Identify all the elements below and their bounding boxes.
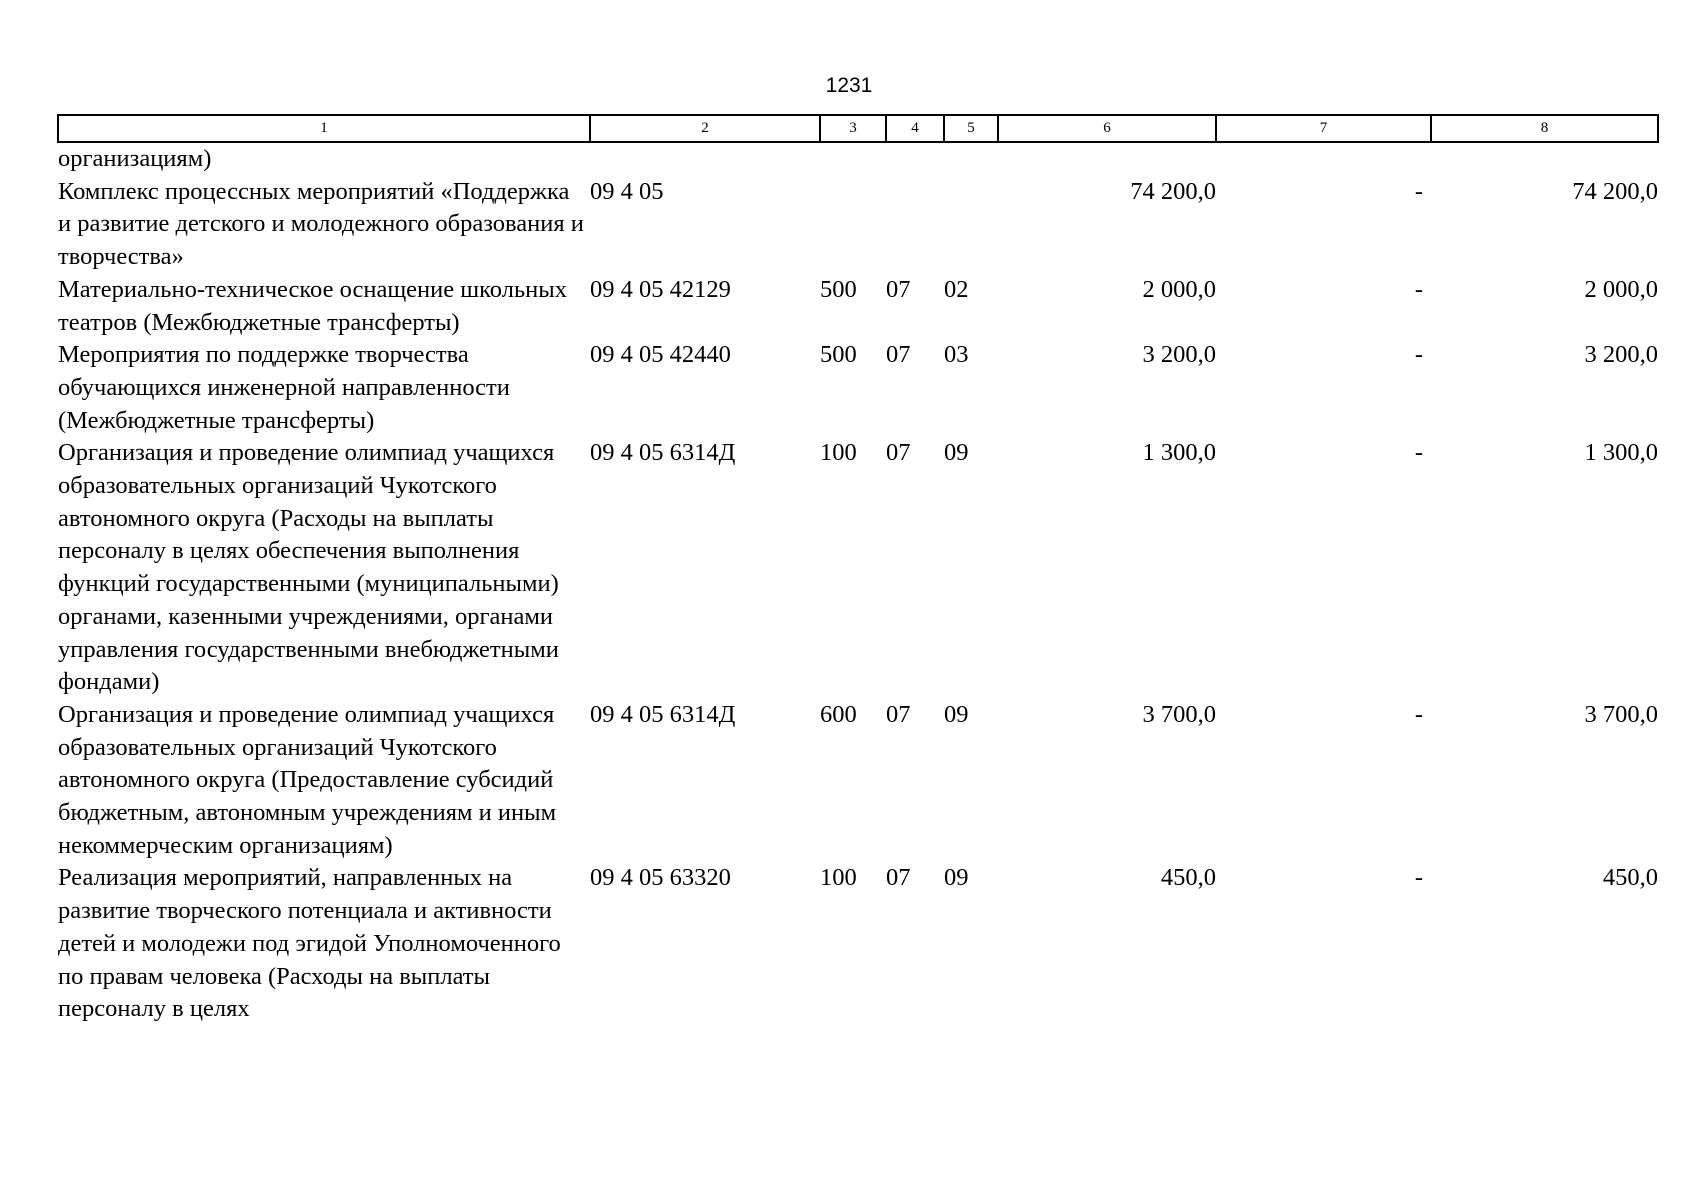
table-row — [58, 437, 1658, 699]
row-total-cell: 2 000,0 — [1584, 275, 1658, 303]
table-row — [58, 142, 1658, 176]
row-amount-cell: 450,0 — [1160, 864, 1216, 892]
row-col5-cell: 03 — [944, 341, 969, 369]
budget-table — [57, 114, 1659, 1026]
row-col4-cell: 07 — [886, 700, 911, 728]
table-body — [58, 142, 1658, 1026]
row-change-cell — [1216, 142, 1431, 176]
table-row — [58, 274, 1658, 339]
column-header: 6 — [998, 115, 1216, 142]
row-col4-cell — [886, 142, 944, 176]
table-row — [58, 176, 1658, 274]
row-col4-cell: 07 — [886, 275, 911, 303]
row-col5-cell — [944, 176, 998, 274]
row-change-cell: - — [1414, 275, 1423, 303]
row-col4-cell: 07 — [886, 439, 911, 467]
row-code-cell: 09 4 05 6314Д — [590, 439, 736, 467]
row-code-cell: 09 4 05 — [590, 177, 664, 205]
row-amount-cell: 1 300,0 — [1142, 439, 1216, 467]
table-header-row — [58, 115, 1658, 142]
row-total-cell: 3 200,0 — [1584, 341, 1658, 369]
row-col5-cell: 09 — [944, 700, 969, 728]
column-header: 3 — [820, 115, 886, 142]
row-total-cell — [1431, 142, 1658, 176]
column-header: 1 — [58, 115, 590, 142]
row-total-cell: 3 700,0 — [1584, 700, 1658, 728]
row-amount-cell: 2 000,0 — [1142, 275, 1216, 303]
row-col3-cell: 500 — [820, 275, 857, 303]
column-header: 7 — [1216, 115, 1431, 142]
row-col3-cell — [820, 142, 886, 176]
row-change-cell: - — [1414, 177, 1423, 205]
table-row — [58, 862, 1658, 1026]
column-header: 5 — [944, 115, 998, 142]
row-col4-cell — [886, 176, 944, 274]
page-number: 1231 — [825, 74, 873, 97]
row-name-cell: Материально-техническое оснащение школьных театров (Межбюджетные трансферты) — [58, 275, 567, 336]
column-header: 8 — [1431, 115, 1658, 142]
row-code-cell: 09 4 05 6314Д — [590, 700, 736, 728]
row-col3-cell: 100 — [820, 864, 857, 892]
table-row — [58, 339, 1658, 437]
row-name-cell: Организация и проведение олимпиад учащихся образовательных организаций Чукотского автономного округа (Предоставление субсидий бюджетным, автономным учреждениям и иным некоммерческим организациям) — [58, 700, 557, 859]
row-code-cell — [590, 142, 820, 176]
row-total-cell: 1 300,0 — [1584, 439, 1658, 467]
row-name-cell: организациям) — [58, 145, 212, 172]
row-change-cell: - — [1414, 700, 1423, 728]
row-change-cell: - — [1414, 341, 1423, 369]
row-amount-cell: 74 200,0 — [1130, 177, 1216, 205]
row-name-cell: Комплекс процессных мероприятий «Поддержка и развитие детского и молодежного образования и творчества» — [58, 177, 584, 271]
row-total-cell: 450,0 — [1602, 864, 1658, 892]
row-col5-cell: 09 — [944, 439, 969, 467]
row-name-cell: Реализация мероприятий, направленных на развитие творческого потенциала и активности детей и молодежи под эгидой Уполномоченного по правам человека (Расходы на выплаты персоналу в целях — [58, 864, 561, 1023]
column-header: 2 — [590, 115, 820, 142]
row-change-cell: - — [1414, 439, 1423, 467]
table-row — [58, 699, 1658, 863]
row-col3-cell: 600 — [820, 700, 857, 728]
row-amount-cell: 3 700,0 — [1142, 700, 1216, 728]
row-col4-cell: 07 — [886, 341, 911, 369]
row-code-cell: 09 4 05 63320 — [590, 864, 731, 892]
row-name-cell: Организация и проведение олимпиад учащихся образовательных организаций Чукотского автономного округа (Расходы на выплаты персоналу в целях обеспечения выполнения функций государственными (муниципальными) органами, казенными учреждениями, органами управления государственными внебюджетными фондами) — [58, 439, 559, 696]
row-col3-cell: 500 — [820, 341, 857, 369]
row-name-cell: Мероприятия по поддержке творчества обучающихся инженерной направленности (Межбюджетные трансферты) — [58, 341, 510, 434]
row-col3-cell: 100 — [820, 439, 857, 467]
row-amount-cell: 3 200,0 — [1142, 341, 1216, 369]
column-header: 4 — [886, 115, 944, 142]
row-change-cell: - — [1414, 864, 1423, 892]
row-code-cell: 09 4 05 42129 — [590, 275, 731, 303]
row-col5-cell — [944, 142, 998, 176]
row-col5-cell: 02 — [944, 275, 969, 303]
row-col3-cell — [820, 176, 886, 274]
row-total-cell: 74 200,0 — [1572, 177, 1658, 205]
row-code-cell: 09 4 05 42440 — [590, 341, 731, 369]
row-col5-cell: 09 — [944, 864, 969, 892]
row-col4-cell: 07 — [886, 864, 911, 892]
row-amount-cell — [998, 142, 1216, 176]
